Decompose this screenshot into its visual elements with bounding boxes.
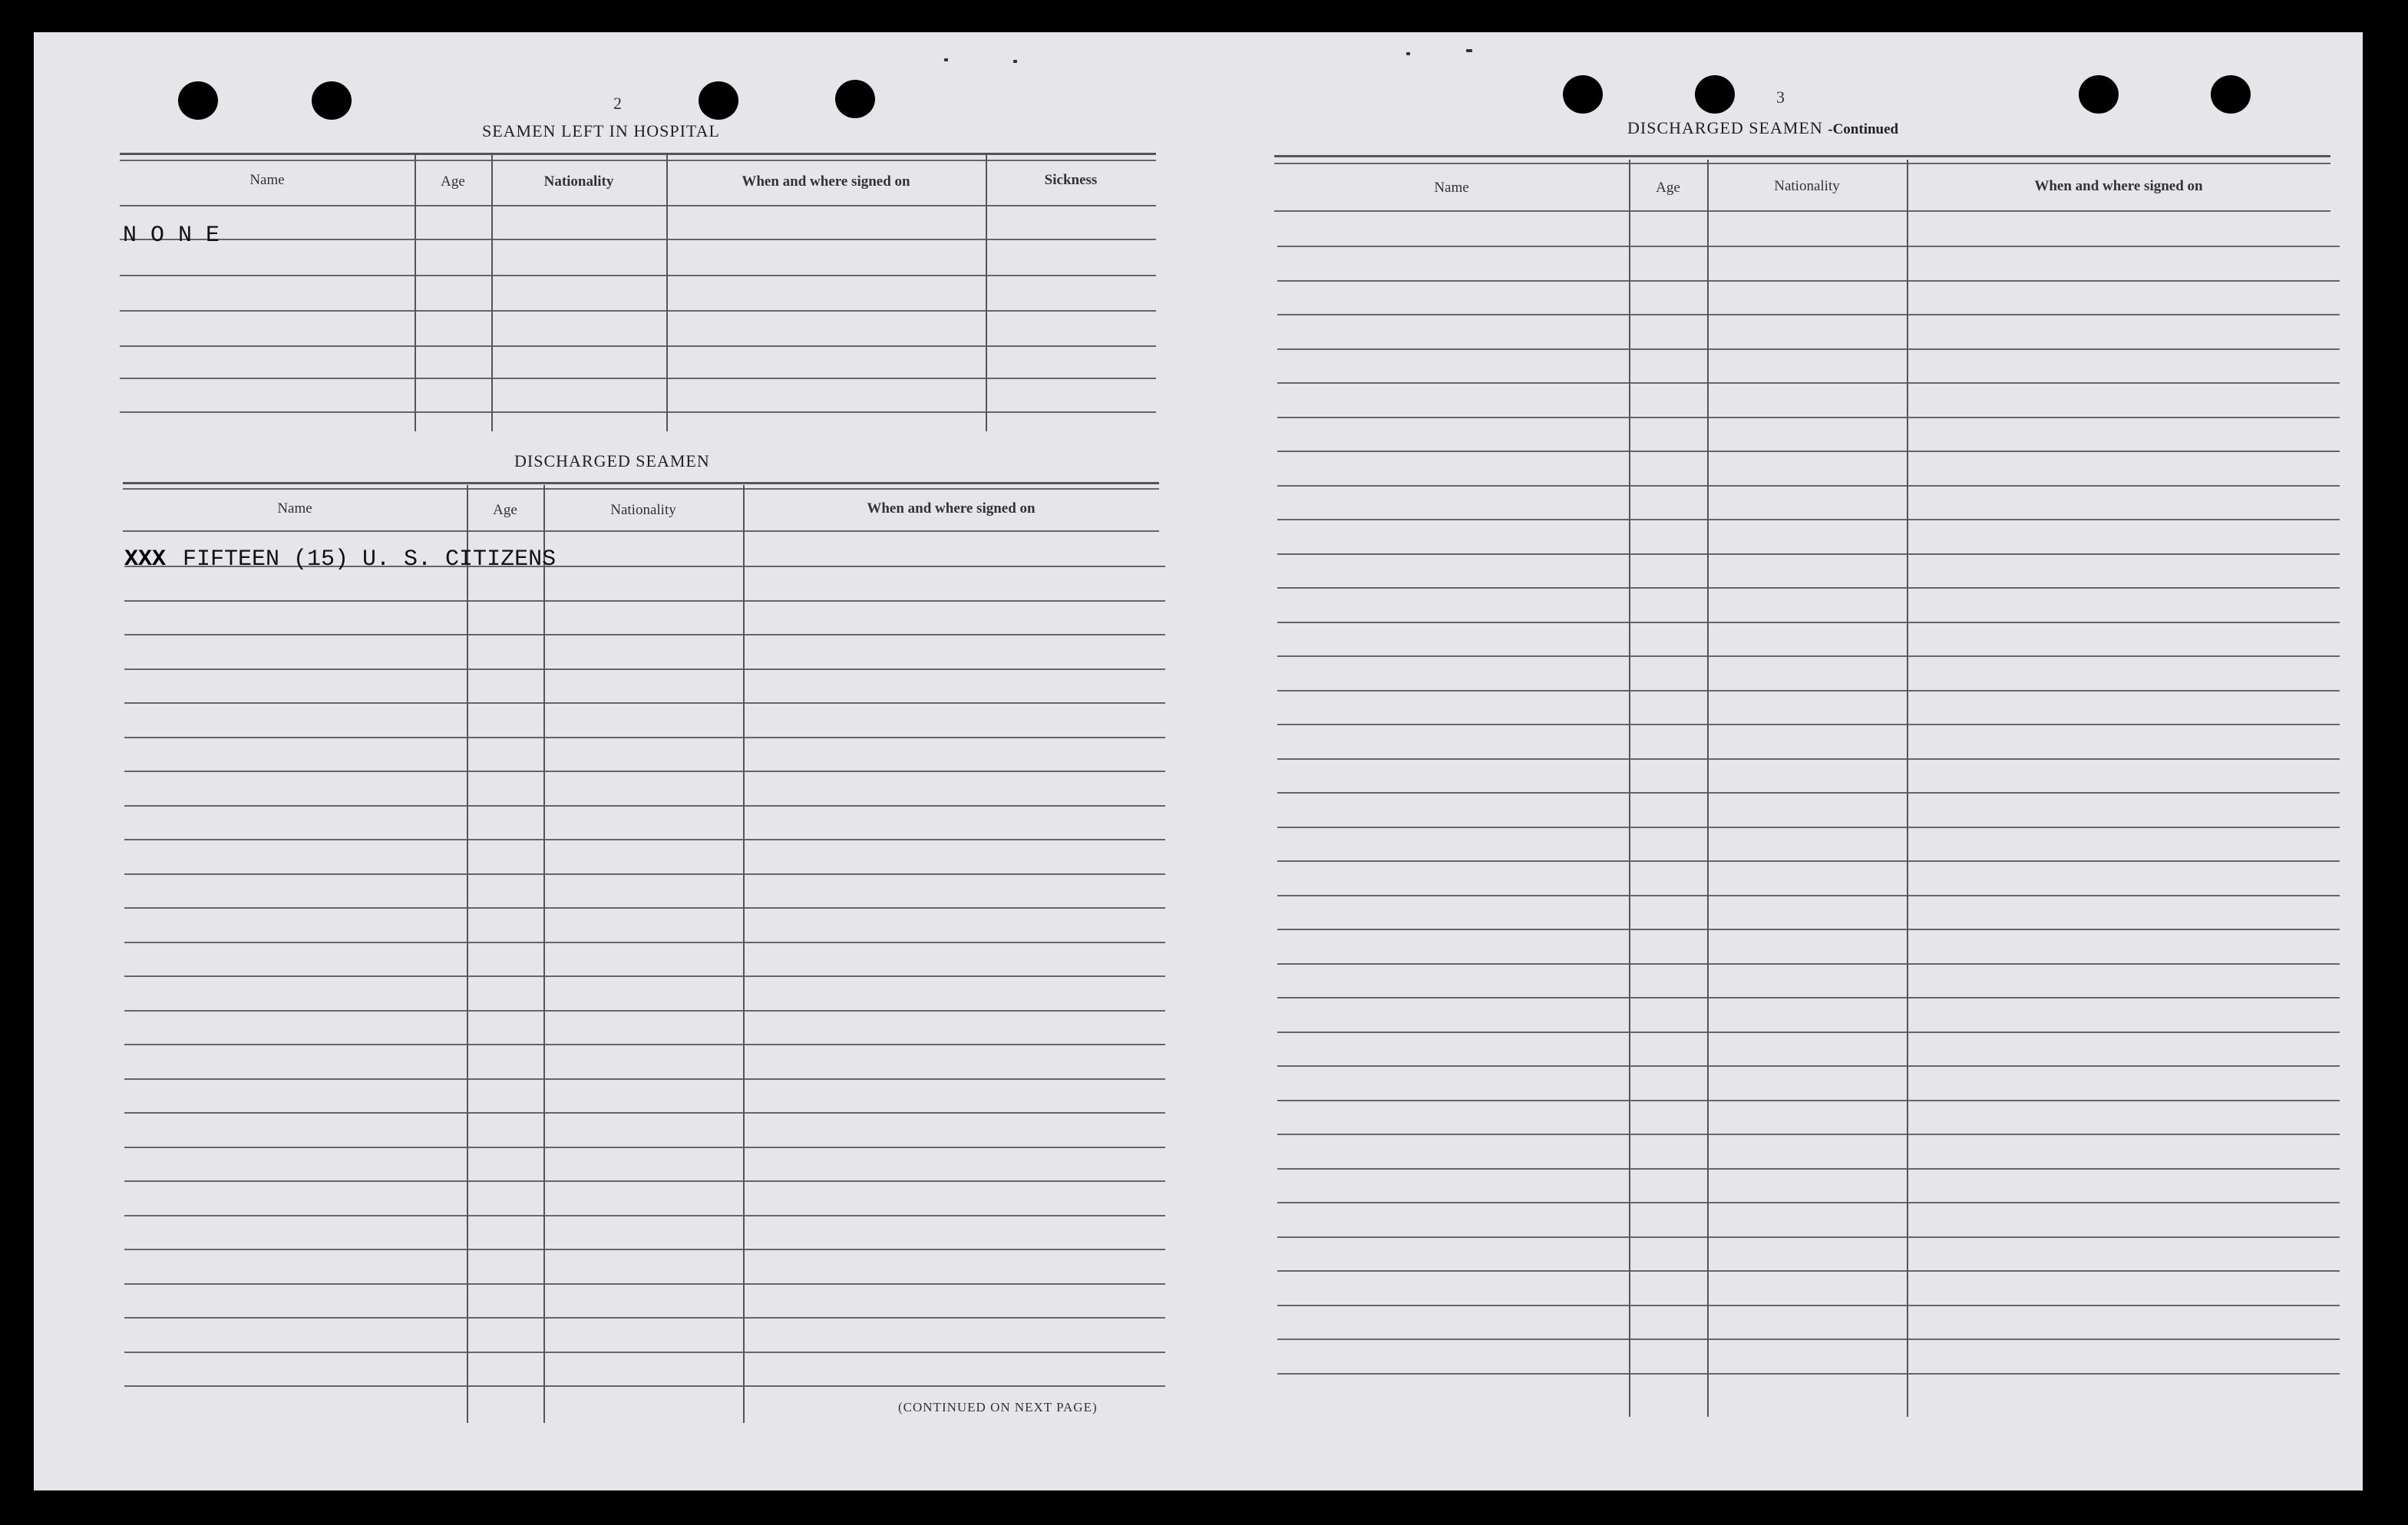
table-row-rule xyxy=(124,1317,1165,1319)
table-row-rule xyxy=(1277,1100,2340,1101)
column-header-age: Age xyxy=(1656,180,1680,196)
table-row-rule xyxy=(1277,314,2340,315)
table-row-rule xyxy=(124,1385,1165,1387)
table-rule xyxy=(123,488,1159,490)
speck xyxy=(1406,52,1410,55)
table-row-rule xyxy=(1277,622,2340,623)
table-rule xyxy=(120,310,1156,312)
table-row-rule xyxy=(1277,417,2340,418)
table-row-rule xyxy=(124,771,1165,772)
speck xyxy=(1466,49,1472,52)
table-row-rule xyxy=(1277,1373,2340,1375)
table-row-rule xyxy=(124,1215,1165,1216)
table-rule xyxy=(120,153,1156,155)
speck xyxy=(944,58,948,61)
table-row-rule xyxy=(124,1112,1165,1114)
table-rule xyxy=(1274,163,2330,164)
table-row-rule xyxy=(1277,451,2340,452)
table-row-rule xyxy=(124,975,1165,977)
table-row-rule xyxy=(124,1147,1165,1148)
table-row-rule xyxy=(124,873,1165,875)
column-header-signed-on: When and where signed on xyxy=(2034,178,2203,194)
table-row-rule xyxy=(124,600,1165,602)
column-divider xyxy=(1707,160,1709,1417)
table-row-rule xyxy=(124,839,1165,840)
table-row-rule xyxy=(1277,758,2340,760)
column-header-nationality: Nationality xyxy=(610,502,676,518)
table-row-rule xyxy=(124,1249,1165,1250)
table-rule xyxy=(120,275,1156,276)
strikeout-mark: XXX xyxy=(124,546,167,573)
punch-hole xyxy=(699,81,738,120)
column-divider xyxy=(666,155,668,431)
table-row-rule xyxy=(124,1283,1165,1285)
table-row-rule xyxy=(124,668,1165,670)
table-rule xyxy=(123,482,1159,484)
page-number-right: 3 xyxy=(1776,87,1785,107)
table-row-rule xyxy=(1277,895,2340,896)
column-divider xyxy=(1907,160,1908,1417)
column-divider xyxy=(415,155,416,431)
column-header-nationality: Nationality xyxy=(543,173,614,190)
table-row-rule xyxy=(1277,929,2340,930)
table-rule xyxy=(1274,155,2330,157)
right-section-title xyxy=(1627,118,1898,138)
page-number-left: 2 xyxy=(613,94,622,113)
discharged-section-title: DISCHARGED SEAMEN xyxy=(514,451,710,470)
table-rule xyxy=(120,239,1156,240)
table-row-rule xyxy=(124,1352,1165,1353)
table-rule xyxy=(120,378,1156,379)
table-row-rule xyxy=(1277,246,2340,247)
punch-hole xyxy=(1695,75,1735,114)
table-row-rule xyxy=(1277,553,2340,555)
column-header-signed-on: When and where signed on xyxy=(867,500,1036,517)
table-row-rule xyxy=(1277,280,2340,282)
punch-hole xyxy=(178,81,218,120)
table-row-rule xyxy=(1277,1305,2340,1306)
table-row-rule xyxy=(124,1044,1165,1045)
column-divider xyxy=(491,155,493,431)
discharged-entry: FIFTEEN (15) U. S. CITIZENS xyxy=(183,546,557,573)
punch-hole xyxy=(1563,75,1603,114)
hospital-section-title: SEAMEN LEFT IN HOSPITAL xyxy=(482,121,720,140)
column-header-name: Name xyxy=(1434,180,1469,196)
punch-hole xyxy=(2211,75,2251,114)
punch-hole xyxy=(835,80,875,118)
table-row-rule xyxy=(1277,792,2340,794)
table-row-rule xyxy=(1277,997,2340,999)
table-row-rule xyxy=(1277,1032,2340,1033)
table-rule xyxy=(120,205,1156,206)
column-header-age: Age xyxy=(493,502,517,518)
table-row-rule xyxy=(124,634,1165,635)
continued-footer: (CONTINUED ON NEXT PAGE) xyxy=(898,1400,1098,1414)
table-row-rule xyxy=(1277,1270,2340,1272)
table-row-rule xyxy=(1277,655,2340,657)
column-header-signed-on: When and where signed on xyxy=(742,173,910,190)
column-header-nationality: Nationality xyxy=(1774,178,1840,194)
table-row-rule xyxy=(124,737,1165,738)
table-row-rule xyxy=(1277,1202,2340,1203)
table-row-rule xyxy=(1277,382,2340,384)
table-rule xyxy=(120,345,1156,347)
column-divider xyxy=(467,485,468,1423)
table-row-rule xyxy=(124,1180,1165,1182)
column-divider xyxy=(1629,160,1630,1417)
hospital-entry: N O N E xyxy=(123,223,220,249)
table-row-rule xyxy=(124,702,1165,704)
table-row-rule xyxy=(1277,1339,2340,1340)
table-row-rule xyxy=(1277,485,2340,487)
table-row-rule xyxy=(1277,1236,2340,1238)
table-row-rule xyxy=(1277,1168,2340,1170)
table-rule xyxy=(120,411,1156,413)
column-divider xyxy=(543,485,545,1423)
column-header-name: Name xyxy=(249,172,285,188)
table-row-rule xyxy=(1277,827,2340,828)
table-row-rule xyxy=(1277,587,2340,589)
table-row-rule xyxy=(1277,1134,2340,1135)
column-header-name: Name xyxy=(277,500,312,517)
table-row-rule xyxy=(1277,860,2340,862)
column-header-sickness: Sickness xyxy=(1044,172,1098,188)
punch-hole xyxy=(2079,75,2119,114)
table-rule xyxy=(123,530,1159,532)
table-row-rule xyxy=(1277,724,2340,725)
table-row-rule xyxy=(1277,690,2340,692)
table-row-rule xyxy=(124,907,1165,909)
table-row-rule xyxy=(124,1010,1165,1012)
table-row-rule xyxy=(124,942,1165,943)
table-row-rule xyxy=(1277,519,2340,520)
right-title-suffix: -Continued xyxy=(1828,121,1899,137)
table-row-rule xyxy=(1277,963,2340,965)
table-row-rule xyxy=(1277,348,2340,350)
table-row-rule xyxy=(124,805,1165,807)
document-sheet xyxy=(34,32,2363,1490)
punch-hole xyxy=(312,81,352,120)
column-divider xyxy=(986,155,987,431)
column-header-age: Age xyxy=(441,173,465,190)
right-title-text: DISCHARGED SEAMEN xyxy=(1627,118,1823,137)
table-row-rule xyxy=(1277,1065,2340,1067)
table-row-rule xyxy=(124,1078,1165,1080)
table-rule xyxy=(1274,210,2330,212)
table-rule xyxy=(120,160,1156,161)
speck xyxy=(1013,60,1017,63)
column-divider xyxy=(743,485,745,1423)
